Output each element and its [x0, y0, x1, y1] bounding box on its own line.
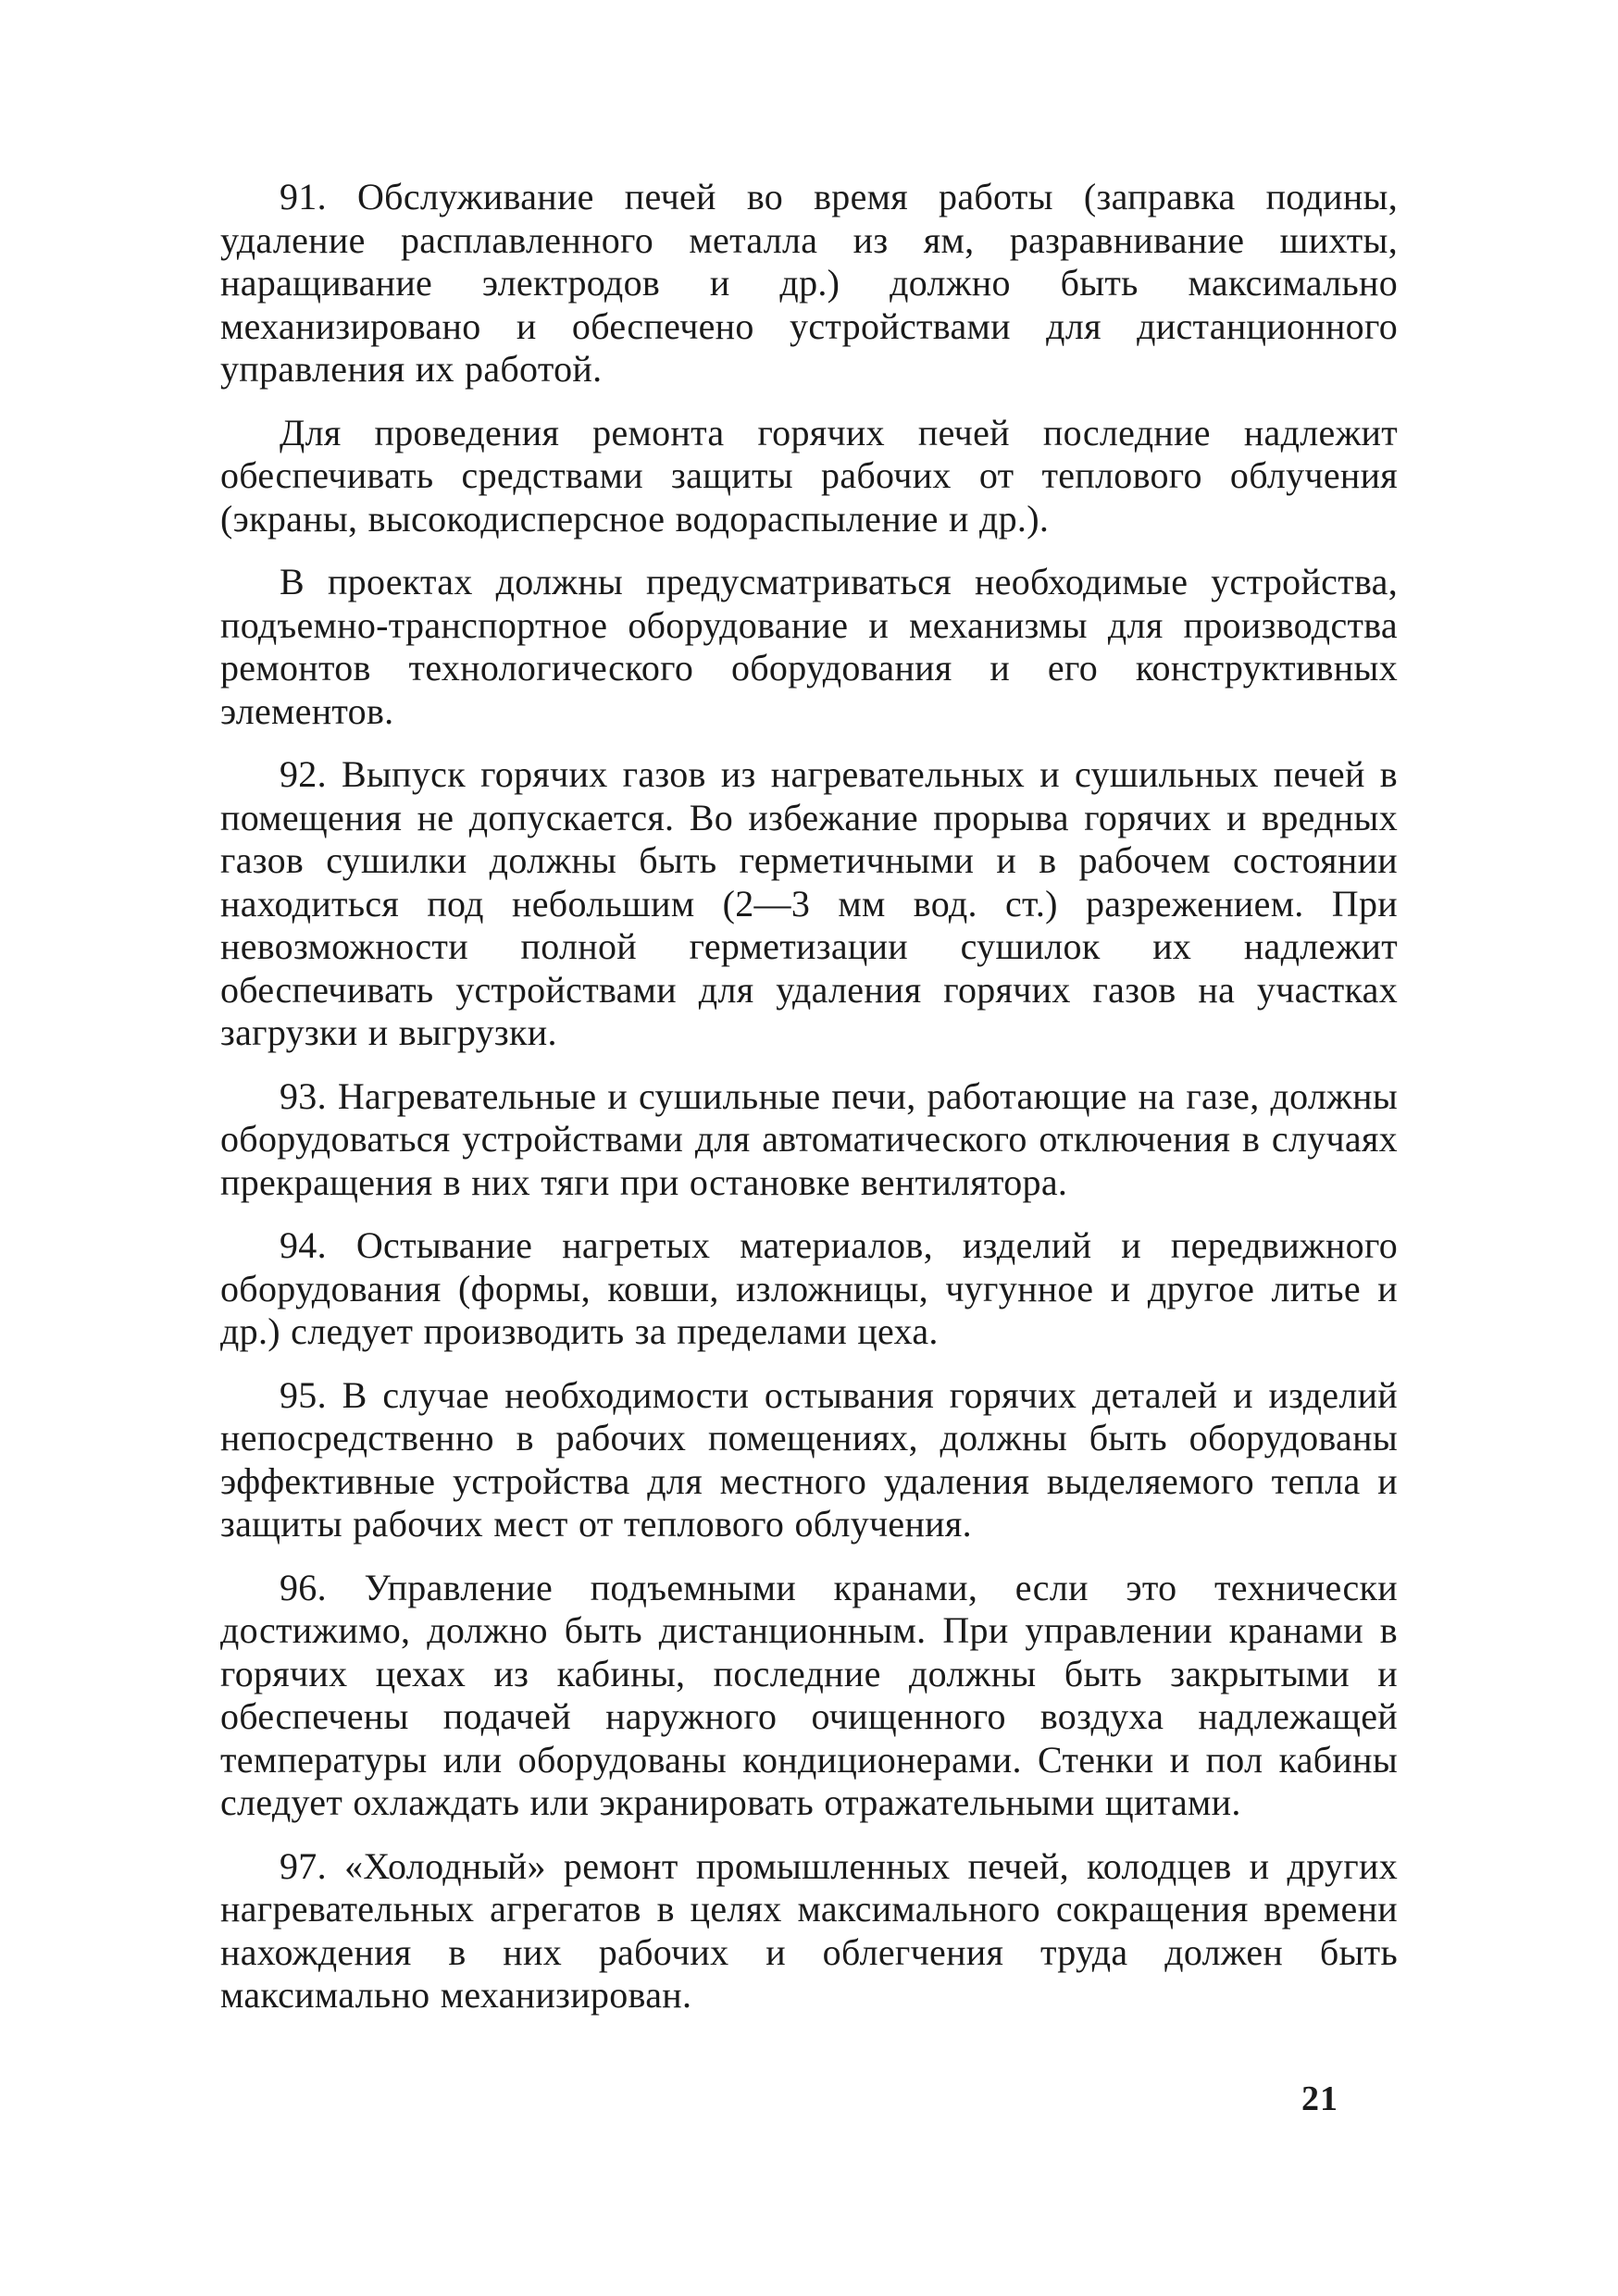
paragraph-repair-protection: Для проведения ремонта горячих печей последние надлежит обеспечивать средствами защиты рабочих от теплового облучения (экраны, высокодисперсное водораспыление и др.).: [220, 411, 1398, 540]
paragraph-97: 97. «Холодный» ремонт промышленных печей, колодцев и других нагревательных агрегатов в целях максимального сокращения времени нахождения в них рабочих и облегчения труда должен быть максимально механизирован.: [220, 1844, 1398, 2016]
paragraph-94: 94. Остывание нагретых материалов, изделий и передвижного оборудования (формы, ковши, изложницы, чугунное и другое литье и др.) следует производить за пределами цеха.: [220, 1224, 1398, 1352]
paragraph-96: 96. Управление подъемными кранами, если это технически достижимо, должно быть дистанционным. При управлении кранами в горячих цехах из кабины, последние должны быть закрытыми и обеспечены подачей наружного очищенного воздуха надлежащей температуры или оборудованы кондиционерами. Стенки и пол кабины следует охлаждать или экранировать отражательными щитами.: [220, 1566, 1398, 1823]
body-text: [220, 176, 1398, 2038]
paragraph-95: 95. В случае необходимости остывания горячих деталей и изделий непосредственно в рабочих помещениях, должны быть оборудованы эффективные устройства для местного удаления выделяемого тепла и защиты рабочих мест от теплового облучения.: [220, 1373, 1398, 1545]
paragraph-91: 91. Обслуживание печей во время работы (заправка подины, удаление расплавленного металла из ям, разравнивание шихты, наращивание электродов и др.) должно быть максимально механизировано и обеспечено устройствами для дистанционного управления их работой.: [220, 176, 1398, 390]
page-number: 21: [1301, 2079, 1338, 2118]
paragraph-93: 93. Нагревательные и сушильные печи, работающие на газе, должны оборудоваться устройствами для автоматического отключения в случаях прекращения в них тяги при остановке вентилятора.: [220, 1074, 1398, 1203]
paragraph-92: 92. Выпуск горячих газов из нагревательных и сушильных печей в помещения не допускается. Во избежание прорыва горячих и вредных газов сушилки должны быть герметичными и в рабочем состоянии находиться под небольшим (2—3 мм вод. ст.) разрежением. При невозможности полной герметизации сушилок их надлежит обеспечивать устройствами для удаления горячих газов на участках загрузки и выгрузки.: [220, 753, 1398, 1053]
paragraph-project-requirements: В проектах должны предусматриваться необходимые устройства, подъемно-транспортное оборудование и механизмы для производства ремонтов технологического оборудования и его конструктивных элементов.: [220, 561, 1398, 732]
